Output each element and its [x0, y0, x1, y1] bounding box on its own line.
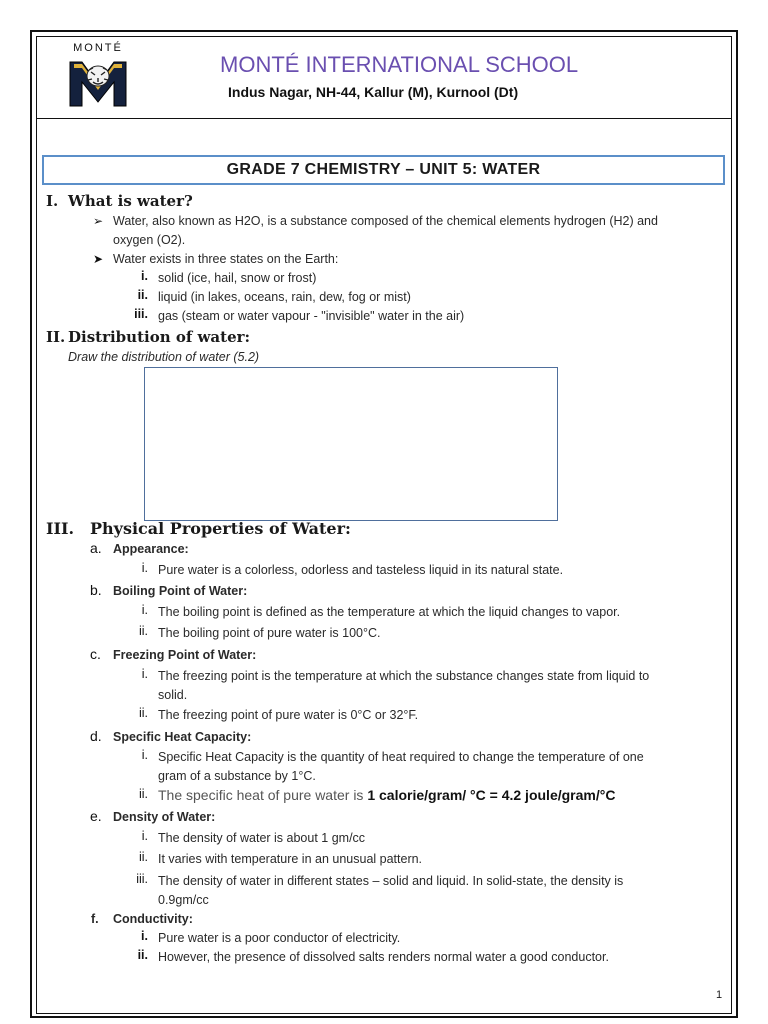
- section-2-number: II.: [46, 328, 66, 346]
- roman-num: ii.: [138, 787, 148, 801]
- state-num: iii.: [134, 307, 148, 321]
- school-logo: [62, 42, 134, 114]
- state-item: gas (steam or water vapour - "invisible" water in the air): [158, 309, 465, 323]
- property-title-appearance: Appearance:: [113, 542, 189, 556]
- drawing-area[interactable]: [144, 367, 558, 521]
- section-1-bullet-1-cont: oxygen (O2).: [113, 233, 186, 247]
- property-letter: b.: [90, 582, 102, 598]
- state-item: liquid (in lakes, oceans, rain, dew, fog or mist): [158, 290, 411, 304]
- conductivity-ii: However, the presence of dissolved salts renders normal water a good conductor.: [158, 950, 609, 964]
- drawing-instruction: Draw the distribution of water (5.2): [68, 350, 260, 364]
- roman-num: i.: [141, 561, 148, 575]
- property-letter: a.: [90, 540, 102, 556]
- section-3-heading: Physical Properties of Water:: [90, 519, 351, 538]
- roman-num: i.: [141, 929, 148, 943]
- density-iii-cont: 0.9gm/cc: [158, 893, 209, 907]
- section-2-heading: Distribution of water:: [68, 328, 251, 346]
- roman-num: iii.: [136, 872, 148, 886]
- property-letter: f.: [91, 912, 99, 926]
- state-num: i.: [141, 269, 148, 283]
- roman-num: i.: [141, 667, 148, 681]
- roman-num: i.: [141, 603, 148, 617]
- boiling-ii: The boiling point of pure water is 100°C.: [158, 626, 381, 640]
- heat-ii-value: 1 calorie/gram/ °C = 4.2 joule/gram/°C: [367, 787, 616, 803]
- freezing-ii: The freezing point of pure water is 0°C or 32°F.: [158, 708, 419, 722]
- header-divider: [36, 118, 732, 119]
- section-1-heading: What is water?: [68, 192, 193, 210]
- property-title-heat: Specific Heat Capacity:: [113, 730, 252, 744]
- property-title-density: Density of Water:: [113, 810, 216, 824]
- roman-num: ii.: [138, 850, 148, 864]
- property-title-conductivity: Conductivity:: [113, 912, 193, 926]
- roman-num: i.: [141, 748, 148, 762]
- appearance-i: Pure water is a colorless, odorless and tasteless liquid in its natural state.: [158, 563, 564, 577]
- roman-num: ii.: [137, 948, 148, 962]
- property-letter: d.: [90, 728, 102, 744]
- property-letter: c.: [90, 646, 101, 662]
- document-title: GRADE 7 CHEMISTRY – UNIT 5: WATER: [42, 155, 725, 185]
- conductivity-i: Pure water is a poor conductor of electricity.: [158, 931, 401, 945]
- page-number: 1: [716, 989, 723, 1001]
- property-title-boiling: Boiling Point of Water:: [113, 584, 248, 598]
- density-ii: It varies with temperature in an unusual pattern.: [158, 852, 423, 866]
- arrow-bullet-icon: ➢: [93, 214, 104, 228]
- density-i: The density of water is about 1 gm/cc: [158, 831, 366, 845]
- state-item: solid (ice, hail, snow or frost): [158, 271, 317, 285]
- logo-word: MONTÉ: [73, 42, 123, 54]
- property-letter: e.: [90, 808, 102, 824]
- boiling-i: The boiling point is defined as the temperature at which the liquid changes to vapor.: [158, 605, 621, 619]
- freezing-i: The freezing point is the temperature at which the substance changes state from liquid to: [158, 669, 650, 683]
- arrow-bullet-icon: ➤: [93, 252, 104, 266]
- section-1-number: I.: [46, 192, 59, 210]
- section-1-bullet-1: Water, also known as H2O, is a substance composed of the chemical elements hydrogen (H2) and: [113, 214, 658, 228]
- heat-i-cont: gram of a substance by 1°C.: [158, 769, 316, 783]
- section-3-number: III.: [46, 519, 75, 538]
- school-address: Indus Nagar, NH-44, Kallur (M), Kurnool (Dt): [228, 84, 519, 100]
- roman-num: ii.: [138, 706, 148, 720]
- property-title-freezing: Freezing Point of Water:: [113, 648, 257, 662]
- section-1-bullet-2: Water exists in three states on the Earth:: [113, 252, 339, 266]
- heat-ii-text: The specific heat of pure water is: [158, 787, 368, 803]
- roman-num: ii.: [138, 624, 148, 638]
- roman-num: i.: [141, 829, 148, 843]
- school-name: MONTÉ INTERNATIONAL SCHOOL: [220, 52, 579, 77]
- heat-ii: [158, 786, 615, 805]
- freezing-i-cont: solid.: [158, 688, 188, 702]
- density-iii: The density of water in different states – solid and liquid. In solid-state, the density is: [158, 874, 624, 888]
- state-num: ii.: [137, 288, 148, 302]
- heat-i: Specific Heat Capacity is the quantity of heat required to change the temperature of one: [158, 750, 644, 764]
